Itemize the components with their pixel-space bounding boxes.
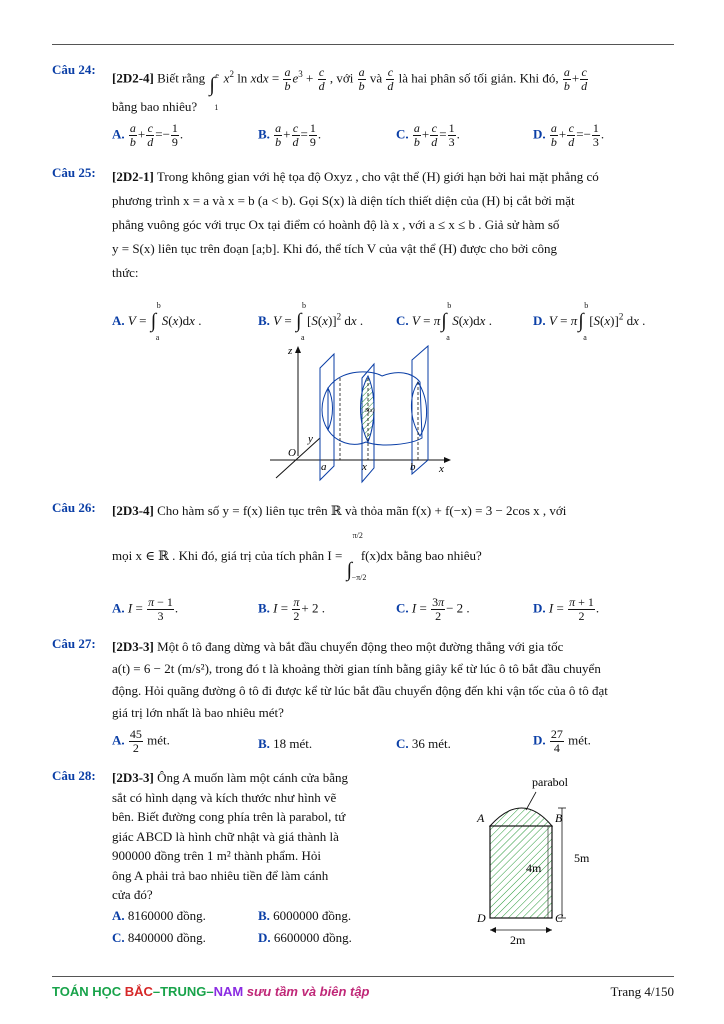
fraction: $\frac{c}{d}$: [387, 64, 394, 93]
parabola-region: [490, 808, 552, 826]
answer-options: [112, 728, 674, 758]
answer-options: [112, 908, 374, 952]
footer-brand-part: –TRUNG–: [152, 984, 214, 999]
label-4m: 4m: [526, 861, 542, 875]
label-x: x: [362, 461, 367, 473]
fraction: $\frac{c}{d}$: [318, 64, 325, 93]
rectangle-abcd: [490, 826, 552, 918]
label-x-axis: x: [439, 463, 444, 475]
header-rule: [52, 44, 674, 45]
option-b[interactable]: B. I = $\frac{\pi}{2}$ + 2 .: [258, 595, 325, 623]
label-z: z: [288, 345, 293, 357]
question-line: [112, 528, 482, 584]
option-a[interactable]: A. V = ∫ b a S(x)dx .: [112, 301, 202, 342]
question-text: Ông A muốn làm một cánh cửa bằng: [157, 770, 348, 785]
question-line: [2D2-4] Biết rằng ∫ e 1 $x^2$ ln xdx = $\frac{a}{b}$ $e^3$ + $\frac{c}{d}$ , với $\frac{a}{b}$ và $\frac{c}{d}$ là hai phân số tối giản. Khi đó, $\frac{a}{b}$ + $\frac{c}{d}$: [112, 64, 588, 113]
question-text: phẳng vuông góc với trục Ox tại điểm có hoành độ là x , với a ≤ x ≤ b . Giả sử hàm số: [112, 217, 560, 232]
label-y: y: [308, 433, 313, 445]
label-origin: O: [288, 447, 296, 459]
label-B: B: [555, 811, 563, 825]
question-line: bằng bao nhiêu?: [112, 99, 198, 114]
option-b[interactable]: B. V = ∫ b a $[S(x)]^2$ dx .: [258, 301, 364, 342]
question-number: Câu 24:: [52, 62, 96, 77]
question-number: Câu 27:: [52, 636, 96, 651]
solid-outline: [328, 372, 422, 445]
option-b[interactable]: B. 6000000 đồng.: [258, 908, 352, 923]
option-c[interactable]: C. 8400000 đồng.: [112, 930, 206, 945]
question-text: Cho hàm số y = f(x) liên tục trên ℝ và thỏa mãn f(x) + f(−x) = 3 − 2cos x , với: [157, 503, 567, 518]
option-c[interactable]: C. $\frac{a}{b}$ + $\frac{c}{d}$ = $\frac{1}{3}$ .: [396, 121, 460, 149]
answer-options: [112, 596, 674, 626]
question-body: [112, 56, 674, 114]
label-b: b: [410, 461, 416, 473]
question-text: y = S(x) liên tục trên đoạn [a;b]. Khi đó, thể tích V của vật thể (H) được cho bởi công: [112, 241, 557, 256]
option-d[interactable]: D. $\frac{27}{4}$ mét.: [533, 727, 591, 755]
question-text: a(t) = 6 − 2t (m/s²), trong đó t là khoảng thời gian tính bằng giây kể từ lúc ô tô bắt đầu chuyển: [112, 661, 601, 676]
question-body: [112, 636, 674, 724]
option-c[interactable]: C. V = π ∫ b a S(x)dx .: [396, 301, 492, 342]
question-tag: [2D3-3]: [112, 770, 154, 785]
option-d[interactable]: D. V = π ∫ b a $[S(x)]^2$ dx .: [533, 301, 646, 342]
arrow-icon: [490, 927, 496, 933]
question-body: [112, 768, 380, 905]
label-parabol: parabol: [532, 775, 568, 789]
label-a: a: [321, 461, 327, 473]
page-number: Trang 4/150: [610, 984, 674, 999]
question-body: [112, 165, 674, 285]
footer-brand-part: TOÁN HỌC: [52, 984, 125, 999]
pointer-line: [526, 792, 536, 810]
option-d[interactable]: D. I = $\frac{\pi + 1}{2}$ .: [533, 595, 600, 623]
question-text: là hai phân số tối giản. Khi đó,: [398, 70, 559, 86]
left-section: [322, 388, 333, 430]
question-text: f(x)dx bằng bao nhiêu?: [360, 548, 482, 563]
question-text: Một ô tô đang dừng và bắt đầu chuyển động theo một đường thẳng với gia tốc: [157, 639, 564, 654]
fraction: $\frac{a}{b}$: [563, 64, 570, 93]
arrow-icon: [444, 457, 451, 463]
option-a[interactable]: A. I = $\frac{\pi - 1}{3}$ .: [112, 595, 179, 623]
question-tag: [2D2-4]: [112, 70, 154, 86]
label-5m: 5m: [574, 851, 590, 865]
option-a[interactable]: A. 8160000 đồng.: [112, 908, 206, 923]
integral-sign: ∫ e 1: [209, 71, 219, 113]
question-text: và: [369, 70, 383, 86]
question-text: bên. Biết đường cong phía trên là parabol, tứ: [112, 809, 346, 824]
option-d[interactable]: D. $\frac{a}{b}$ + $\frac{c}{d}$ =− $\frac{1}{3}$ .: [533, 121, 605, 149]
label-sx: S(x): [365, 408, 375, 414]
footer-brand: [52, 984, 370, 999]
question-number: Câu 25:: [52, 165, 96, 180]
option-a[interactable]: A. $\frac{45}{2}$ mét.: [112, 727, 170, 755]
label-A: A: [477, 811, 485, 825]
fraction: $\frac{a}{b}$: [284, 64, 291, 93]
question-text: mọi x ∈ ℝ . Khi đó, giá trị của tích phân I =: [112, 548, 343, 563]
fraction: $\frac{c}{d}$: [581, 64, 588, 93]
question-text: Biết rằng: [157, 70, 206, 86]
question-tag: [2D2-1]: [112, 169, 154, 184]
label-D: D: [477, 911, 486, 925]
question-text: phương trình x = a và x = b (a < b). Gọi S(x) là diện tích thiết diện của (H) bị cắt bởi mặt: [112, 193, 575, 208]
option-d[interactable]: D. 6600000 đồng.: [258, 930, 352, 945]
question-24: [52, 56, 674, 156]
question-text: 900000 đồng trên 1 m² thành phẩm. Hỏi: [112, 848, 321, 863]
integral-sign: ∫ π/2 −π/2: [346, 531, 367, 583]
option-a[interactable]: A. $\frac{a}{b}$ + $\frac{c}{d}$ =− $\frac{1}{9}$ .: [112, 121, 184, 149]
question-text: thức:: [112, 265, 139, 280]
footer-brand-part: sưu tầm và biên tập: [243, 984, 370, 999]
option-c[interactable]: C. 36 mét.: [396, 736, 451, 751]
right-section: [411, 382, 426, 436]
plane-b: [412, 346, 428, 474]
question-text: giá trị lớn nhất là bao nhiêu mét?: [112, 705, 284, 720]
question-text: , với: [329, 70, 354, 86]
solid-volume-figure: [262, 338, 462, 486]
arrow-icon: [546, 927, 552, 933]
question-text: sắt có hình dạng và kích thước như hình vẽ: [112, 789, 337, 805]
label-C: C: [555, 911, 564, 925]
option-c[interactable]: C. I = $\frac{3\pi}{2}$ − 2 .: [396, 595, 470, 623]
question-tag: [2D3-3]: [112, 639, 154, 654]
option-b[interactable]: B. 18 mét.: [258, 736, 313, 751]
question-text: giác ABCD là hình chữ nhật và giá thành là: [112, 828, 339, 844]
answer-options: [112, 122, 674, 152]
question-27: [52, 636, 674, 762]
arrow-icon: [295, 346, 301, 353]
question-body: [112, 500, 674, 583]
question-number: Câu 28:: [52, 768, 96, 783]
question-text: cửa đó?: [112, 887, 153, 902]
question-tag: [2D3-4]: [112, 503, 154, 518]
footer-brand-part: BẮC: [124, 984, 153, 999]
door-figure: [470, 772, 610, 948]
question-text: Trong không gian với hệ tọa độ Oxyz , cho vật thể (H) giới hạn bởi hai mặt phẳng có: [156, 169, 599, 184]
question-text: ông A phải trả bao nhiêu tiền để làm cánh: [112, 867, 329, 883]
footer-brand-part: NAM: [213, 984, 244, 999]
option-b[interactable]: B. $\frac{a}{b}$ + $\frac{c}{d}$ = $\frac{1}{9}$ .: [258, 121, 322, 149]
label-2m: 2m: [510, 933, 526, 947]
question-26: [52, 500, 674, 626]
footer-rule: [52, 976, 674, 977]
fraction: $\frac{a}{b}$: [358, 64, 365, 93]
question-text: động. Hỏi quãng đường ô tô đi được kể từ lúc bắt đầu chuyển động đến khi vận tốc của ô tô đạt: [112, 683, 608, 698]
question-number: Câu 26:: [52, 500, 96, 515]
